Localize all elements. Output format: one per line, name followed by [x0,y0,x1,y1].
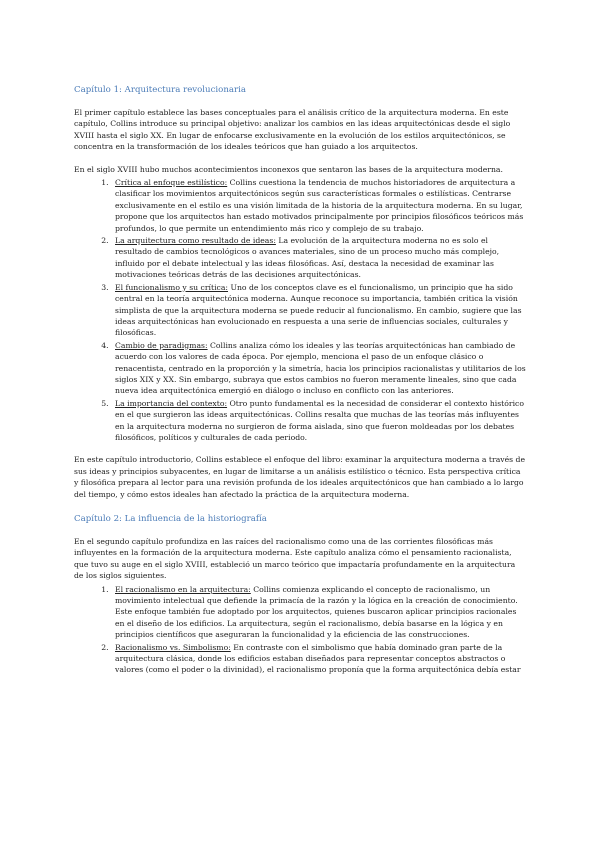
chapter-1-heading: Capítulo 1: Arquitectura revolucionaria [74,85,246,95]
list-item [111,177,526,234]
list-item-term: La arquitectura como resultado de ideas: [115,236,276,246]
chapter-2-list [74,584,526,676]
list-item [111,235,526,281]
list-item-term: Crítica al enfoque estilístico: [115,178,228,188]
list-item [111,282,526,339]
list-item [111,584,526,641]
list-item-text: En contraste con el simbolismo que había dominado gran parte de la arquitectura clásica, donde los edificios estaban diseñados para representar conceptos abstractos o valores (como el poder o la divinidad), el racionalismo proponía que la forma arquitectónica debía estar [115,642,521,675]
chapter-1-list [74,177,526,443]
list-item [111,642,526,676]
list-item-text: Collins comienza explicando el concepto de racionalismo, un movimiento intelectual que defiende la primacía de la razón y la lógica en la creación de conocimiento. Este enfoque también fue adoptado por los arquitectos, quienes buscaron aplicar principios racionales en el diseño de los edificios. La arquitectura, según el racionalismo, debía basarse en la lógica y en principios científicos que aseguraran la funcionalidad y la eficiencia de las construcciones. [115,584,518,640]
list-item [111,398,526,444]
list-item [111,340,526,397]
list-item-term: El funcionalismo y su crítica: [115,282,229,292]
chapter-2-intro-paragraph: En el segundo capítulo profundiza en las raíces del racionalismo como una de las corrientes filosóficas más influyentes en la formación de la arquitectura moderna. Este capítulo analiza cómo el pensamiento racionalista, que tuvo su auge en el siglo XVIII, estableció un marco teórico que impactaría profundamente en la arquitectura de los siglos siguientes. [74,537,516,581]
chapter-1-conclusion-paragraph: En este capítulo introductorio, Collins establece el enfoque del libro: examinar la arquitectura moderna a través de sus ideas y principios subyacentes, en lugar de limitarse a un análisis estilístico o técnico. Esta perspectiva crítica y filosófica prepara al lector para una revisión profunda de los ideales arquitectónicos que han cambiado a lo largo del tiempo, y cómo estos ideales han afectado la práctica de la arquitectura moderna. [74,455,526,499]
list-item-term: Racionalismo vs. Simbolismo: [115,642,231,652]
list-item-term: Cambio de paradigmas: [115,340,208,350]
chapter-1-lead-paragraph: En el siglo XVIII hubo muchos acontecimientos inconexos que sentaron las bases de la arquitectura moderna. [74,164,503,174]
list-item-term: La importancia del contexto: [115,398,228,408]
list-item-text: La evolución de la arquitectura moderna no es solo el resultado de cambios tecnológicos o avances materiales, sino de un proceso mucho más complejo, influido por el debate intelectual y las ideas filosóficas. Así, destaca la necesidad de examinar las motivaciones teóricas detrás de las decisiones arquitectónicas. [115,236,500,280]
list-item-text: Collins analiza cómo los ideales y las teorías arquitectónicas han cambiado de acuerdo con los valores de cada época. Por ejemplo, menciona el paso de un enfoque clásico o renacentista, centrado en la proporción y la simetría, hacia los principios racionalistas y utilitarios de los siglos XIX y XX. Sin embargo, subraya que estos cambios no fueron meramente lineales, sino que cada nueva idea arquitectónica emergió en diálogo o incluso en conflicto con las anteriores. [115,340,526,396]
list-item-text: Collins cuestiona la tendencia de muchos historiadores de arquitectura a clasificar los movimientos arquitectónicos según sus características formales o estilísticas. Centrarse exclusivamente en el estilo es una visión limitada de la historia de la arquitectura moderna. En su lugar, propone que los arquitectos han estado motivados principalmente por principios filosóficos teóricos más profundos, lo que permite un entendimiento más rico y complejo de su trabajo. [115,178,524,233]
list-item-text: Otro punto fundamental es la necesidad de considerar el contexto histórico en el que surgieron las ideas arquitectónicas. Collins resalta que muchas de las teorías más influyentes en la arquitectura moderna no surgieron de forma aislada, sino que fueron moldeadas por los debates filosóficos, políticos y culturales de cada periodo. [115,398,524,442]
list-item-text: Uno de los conceptos clave es el funcionalismo, un principio que ha sido central en la teoría arquitectónica moderna. Aunque reconoce su importancia, también critica la visión simplista de que la arquitectura moderna se puede reducir al funcionalismo. En cambio, sugiere que las ideas arquitectónicas han evolucionado en respuesta a una serie de influencias sociales, culturales y filosóficas. [115,282,522,338]
list-item-term: El racionalismo en la arquitectura: [115,584,251,594]
chapter-2-heading: Capítulo 2: La influencia de la historiografía [74,514,267,524]
chapter-1-intro-paragraph: El primer capítulo establece las bases conceptuales para el análisis crítico de la arquitectura moderna. En este capítulo, Collins introduce su principal objetivo: analizar los cambios en las ideas arquitectónicas desde el siglo XVIII hasta el siglo XX. En lugar de enfocarse exclusivamente en la evolución de los estilos arquitectónicos, se concentra en la transformación de los ideales teóricos que han guiado a los arquitectos. [74,108,511,152]
